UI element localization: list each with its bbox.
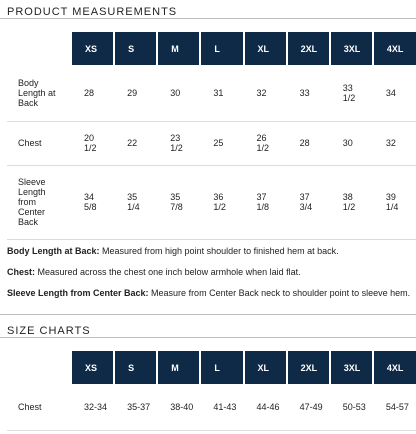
cell-value-line: 1/2	[256, 143, 270, 153]
section-divider	[0, 18, 416, 19]
measurement-row	[7, 65, 416, 121]
cell-value-line: 3/4	[299, 202, 313, 212]
cell-value-line: 33	[342, 82, 353, 93]
size-header-m: M	[157, 32, 200, 65]
cell-value-line: 25	[213, 138, 224, 148]
measurement-cell	[114, 65, 157, 121]
size-header-2xl: 2XL	[287, 32, 330, 65]
size-chart-row	[7, 384, 416, 430]
cell-value-line: 28	[299, 138, 310, 148]
note-body-length: Body Length at Back: Measured from high point shoulder to finished hem at back.	[7, 246, 339, 256]
measurement-cell	[373, 121, 416, 165]
row-label-line: Length at	[18, 87, 56, 98]
measurement-cell	[200, 165, 243, 239]
measurements-header-row	[7, 32, 416, 65]
row-label	[7, 121, 71, 165]
measurement-cell	[71, 165, 114, 239]
cell-value-line: 50-53	[342, 401, 366, 412]
cell-value-line: 35	[170, 192, 181, 202]
cell-value-line: 44-46	[256, 401, 280, 412]
row-label-line: Length	[18, 187, 46, 197]
measurement-cell	[114, 165, 157, 239]
measurement-cell	[330, 65, 373, 121]
size-header-l: L	[200, 351, 243, 384]
cell-value-line: 34	[385, 87, 396, 98]
cell-value-line: 35	[127, 192, 138, 202]
size-chart-header-row	[7, 351, 416, 384]
cell-value-line: 39	[385, 192, 396, 202]
row-label-line: Back	[18, 97, 39, 108]
cell-value-line: 1/2	[342, 202, 356, 212]
size-header-4xl: 4XL	[373, 32, 416, 65]
measurement-cell	[244, 65, 287, 121]
measurement-cell	[330, 165, 373, 239]
section-divider	[0, 337, 416, 338]
measurement-cell	[71, 121, 114, 165]
row-label-line: from	[18, 197, 36, 207]
cell-value-line: 54-57	[385, 401, 409, 412]
cell-value-line: 35-37	[127, 401, 151, 412]
size-header-l: L	[200, 32, 243, 65]
cell-value-line: 32	[385, 138, 396, 148]
cell-value-line: 32	[256, 87, 267, 98]
row-label-line: Center	[18, 207, 46, 217]
size-header-3xl: 3XL	[330, 32, 373, 65]
measurement-cell	[200, 121, 243, 165]
cell-value-line: 1/2	[170, 143, 183, 153]
size-header-xs: XS	[71, 32, 114, 65]
size-header-xs: XS	[71, 351, 114, 384]
row-label-line: Chest	[18, 138, 42, 148]
cell-value-line: 29	[127, 87, 138, 98]
measurement-cell	[287, 65, 330, 121]
measurement-cell	[114, 384, 157, 430]
header-corner	[7, 351, 71, 384]
measurement-cell	[330, 384, 373, 430]
cell-value-line: 47-49	[299, 401, 323, 412]
size-header-2xl: 2XL	[287, 351, 330, 384]
cell-value-line: 36	[213, 192, 224, 202]
measurement-cell	[71, 65, 114, 121]
cell-value-line: 38-40	[170, 401, 194, 412]
row-label-line: Back	[18, 217, 39, 227]
size-header-xl: XL	[244, 351, 287, 384]
row-label-line: Body	[18, 77, 39, 88]
note-sleeve-length: Sleeve Length from Center Back: Measure from Center Back neck to shoulder point to sleeve hem.	[7, 288, 411, 298]
measurement-cell	[244, 384, 287, 430]
cell-value-line: 1/2	[342, 92, 356, 103]
measurement-cell	[373, 384, 416, 430]
cell-value-line: 31	[213, 87, 224, 98]
size-header-s: S	[114, 32, 157, 65]
row-label	[7, 165, 71, 239]
cell-value-line: 1/2	[213, 202, 226, 212]
cell-value-line: 1/4	[127, 202, 140, 212]
size-header-3xl: 3XL	[330, 351, 373, 384]
cell-value-line: 1/8	[256, 202, 270, 212]
size-chart-table	[7, 351, 416, 431]
section-divider	[0, 314, 416, 315]
measurement-cell	[157, 65, 200, 121]
cell-value-line: 37	[299, 192, 310, 202]
cell-value-line: 30	[170, 87, 181, 98]
cell-value-line: 26	[256, 133, 267, 143]
measurement-cell	[71, 384, 114, 430]
measurement-cell	[287, 165, 330, 239]
cell-value-line: 23	[170, 133, 181, 143]
note-chest: Chest: Measured across the chest one inch below armhole when laid flat.	[7, 267, 301, 277]
measurement-cell	[287, 384, 330, 430]
measurement-cell	[244, 121, 287, 165]
cell-value-line: 37	[256, 192, 267, 202]
size-header-4xl: 4XL	[373, 351, 416, 384]
row-label-line: Sleeve	[18, 177, 46, 187]
size-charts-title: SIZE CHARTS	[7, 325, 91, 337]
measurement-cell	[373, 165, 416, 239]
measurement-cell	[330, 121, 373, 165]
measurement-cell	[200, 65, 243, 121]
cell-value-line: 41-43	[213, 401, 237, 412]
cell-value-line: 33	[299, 87, 310, 98]
product-measurements-title: PRODUCT MEASUREMENTS	[7, 6, 178, 18]
size-header-m: M	[157, 351, 200, 384]
measurement-cell	[373, 65, 416, 121]
cell-value-line: 30	[342, 138, 353, 148]
cell-value-line: 1/4	[385, 202, 399, 212]
row-label	[7, 65, 71, 121]
measurement-row	[7, 165, 416, 239]
measurement-cell	[114, 121, 157, 165]
cell-value-line: 38	[342, 192, 353, 202]
measurement-cell	[200, 384, 243, 430]
measurement-cell	[157, 384, 200, 430]
size-header-s: S	[114, 351, 157, 384]
cell-value-line: 20	[84, 133, 95, 143]
row-label-line: Chest	[18, 401, 42, 412]
measurement-cell	[244, 165, 287, 239]
row-label	[7, 384, 71, 430]
measurement-cell	[157, 165, 200, 239]
cell-value-line: 5/8	[84, 202, 97, 212]
cell-value-line: 32-34	[84, 401, 108, 412]
measurements-table	[7, 32, 416, 240]
measurement-row	[7, 121, 416, 165]
cell-value-line: 1/2	[84, 143, 97, 153]
cell-value-line: 22	[127, 138, 138, 148]
header-corner	[7, 32, 71, 65]
cell-value-line: 28	[84, 87, 95, 98]
cell-value-line: 7/8	[170, 202, 183, 212]
measurement-cell	[287, 121, 330, 165]
size-header-xl: XL	[244, 32, 287, 65]
measurement-cell	[157, 121, 200, 165]
cell-value-line: 34	[84, 192, 95, 202]
